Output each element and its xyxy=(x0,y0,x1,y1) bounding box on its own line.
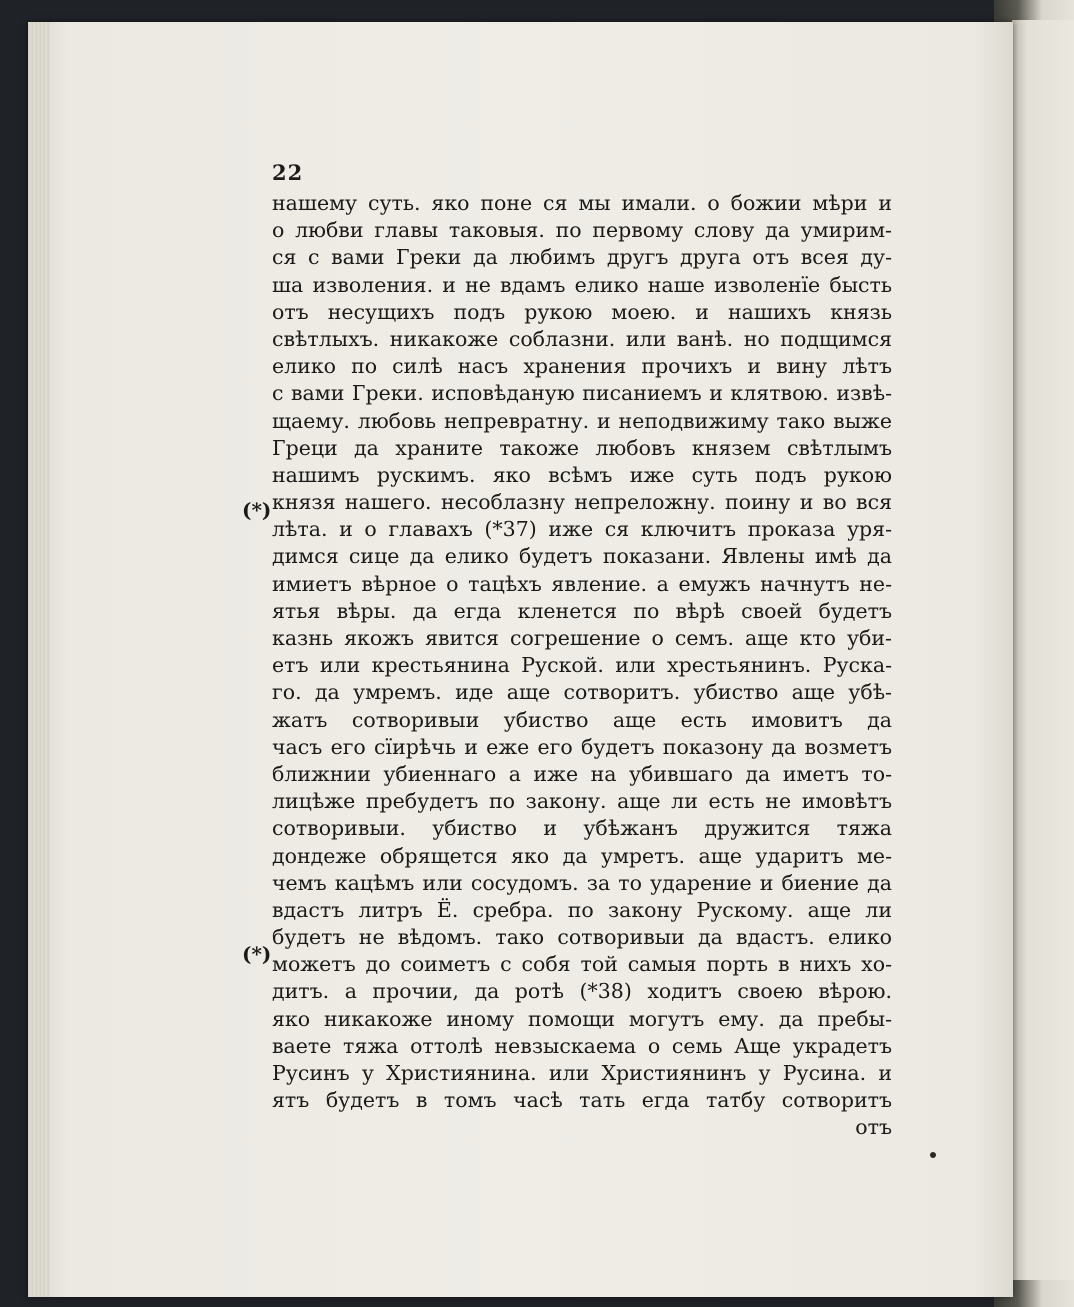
text-line: дитъ. а прочии, да ротѣ (*38) ходитъ своею вѣрою. xyxy=(272,979,892,1004)
text-line: о любви главы таковыя. по первому слову да умирим- xyxy=(272,218,892,243)
text-line: нашимъ рускимъ. яко всѣмъ иже суть подъ рукою xyxy=(272,462,892,487)
text-line: ятъ будетъ в томъ часѣ тать егда татбу сотворитъ xyxy=(272,1088,892,1113)
text-line: Греци да храните такоже любовъ князем свѣтлымъ xyxy=(272,435,892,460)
text-line: елико по силѣ насъ хранения прочихъ и вину лѣтъ xyxy=(272,354,892,379)
text-line: чемъ кацѣмъ или сосудомъ. за то ударение и биение да xyxy=(272,870,892,895)
text-line: яко никакоже иному помощи могутъ ему. да пребы- xyxy=(272,1006,892,1031)
text-line: нашему суть. яко поне ся мы имали. о божии мѣри и xyxy=(272,191,892,215)
footnote-marker: (*) xyxy=(242,498,272,522)
page-stack-edge xyxy=(28,22,50,1297)
text-line: лицѣже пребудетъ по закону. аще ли есть не имовѣтъ xyxy=(272,789,892,814)
text-line: ша изволения. и не вдамъ елико наше изволенїе бысть xyxy=(272,272,892,297)
text-line: жатъ сотворивыи убиство аще есть имовитъ да xyxy=(272,707,892,732)
ink-speck xyxy=(930,1152,936,1158)
text-line: князя нашего. несоблазну непреложну. поину и во вся xyxy=(272,490,892,515)
text-line: вдастъ литръ Ё. сребра. по закону Рускому. аще ли xyxy=(272,897,892,922)
text-line: димся сице да елико будетъ показани. Явлены имѣ да xyxy=(272,544,892,569)
page-number: 22 xyxy=(272,160,304,185)
text-line: лѣта. и о главахъ (*37) иже ся ключитъ проказа уря- xyxy=(272,517,892,542)
text-line: имиетъ вѣрное о тацѣхъ явление. а емужъ начнутъ не- xyxy=(272,571,892,596)
text-line: будетъ не вѣдомъ. тако сотворивыи да вдастъ. елико xyxy=(272,925,892,950)
text-line: дондеже обрящется яко да умретъ. аще ударитъ ме- xyxy=(272,843,892,868)
body-text xyxy=(272,190,892,1142)
catchword: отъ xyxy=(855,1115,892,1140)
text-line: отъ несущихъ подъ рукою моею. и нашихъ князь xyxy=(272,299,892,324)
text-line: Русинъ у Християнина. или Християнинъ у Русина. и xyxy=(272,1061,892,1085)
text-line: етъ или крестьянина Руской. или хрестьянинъ. Руска- xyxy=(272,653,892,678)
text-line: с вами Греки. исповѣданую писаниемъ и клятвою. извѣ- xyxy=(272,381,892,406)
text-line: сотворивыи. убиство и убѣжанъ дружится тяжа xyxy=(272,816,892,841)
text-line: можетъ до соиметъ с собя той самыя порть в нихъ хо- xyxy=(272,952,892,977)
text-line: ближнии убиеннаго а иже на убившаго да иметъ то- xyxy=(272,761,892,786)
text-line: го. да умремъ. иде аще сотворитъ. убиство аще убѣ- xyxy=(272,680,892,705)
text-line: ся с вами Греки да любимъ другъ друга отъ всея ду- xyxy=(272,245,892,270)
text-line: казнь якожъ явится согрешение о семъ. аще кто уби- xyxy=(272,626,892,650)
text-line: свѣтлыхъ. никакоже соблазни. или ванѣ. но подщимся xyxy=(272,326,892,351)
footnote-marker: (*) xyxy=(242,942,272,966)
text-line: щаему. любовь непревратну. и неподвижиму тако выже xyxy=(272,408,892,433)
text-line: ваете тяжа оттолѣ невзыскаема о семь Аще украдетъ xyxy=(272,1033,892,1058)
text-line: часъ его сїирѣчь и еже его будетъ показону да возметъ xyxy=(272,734,892,759)
text-line: ятья вѣры. да егда кленется по вѣрѣ своей будетъ xyxy=(272,598,892,623)
adjacent-page-edge xyxy=(1012,20,1074,1280)
